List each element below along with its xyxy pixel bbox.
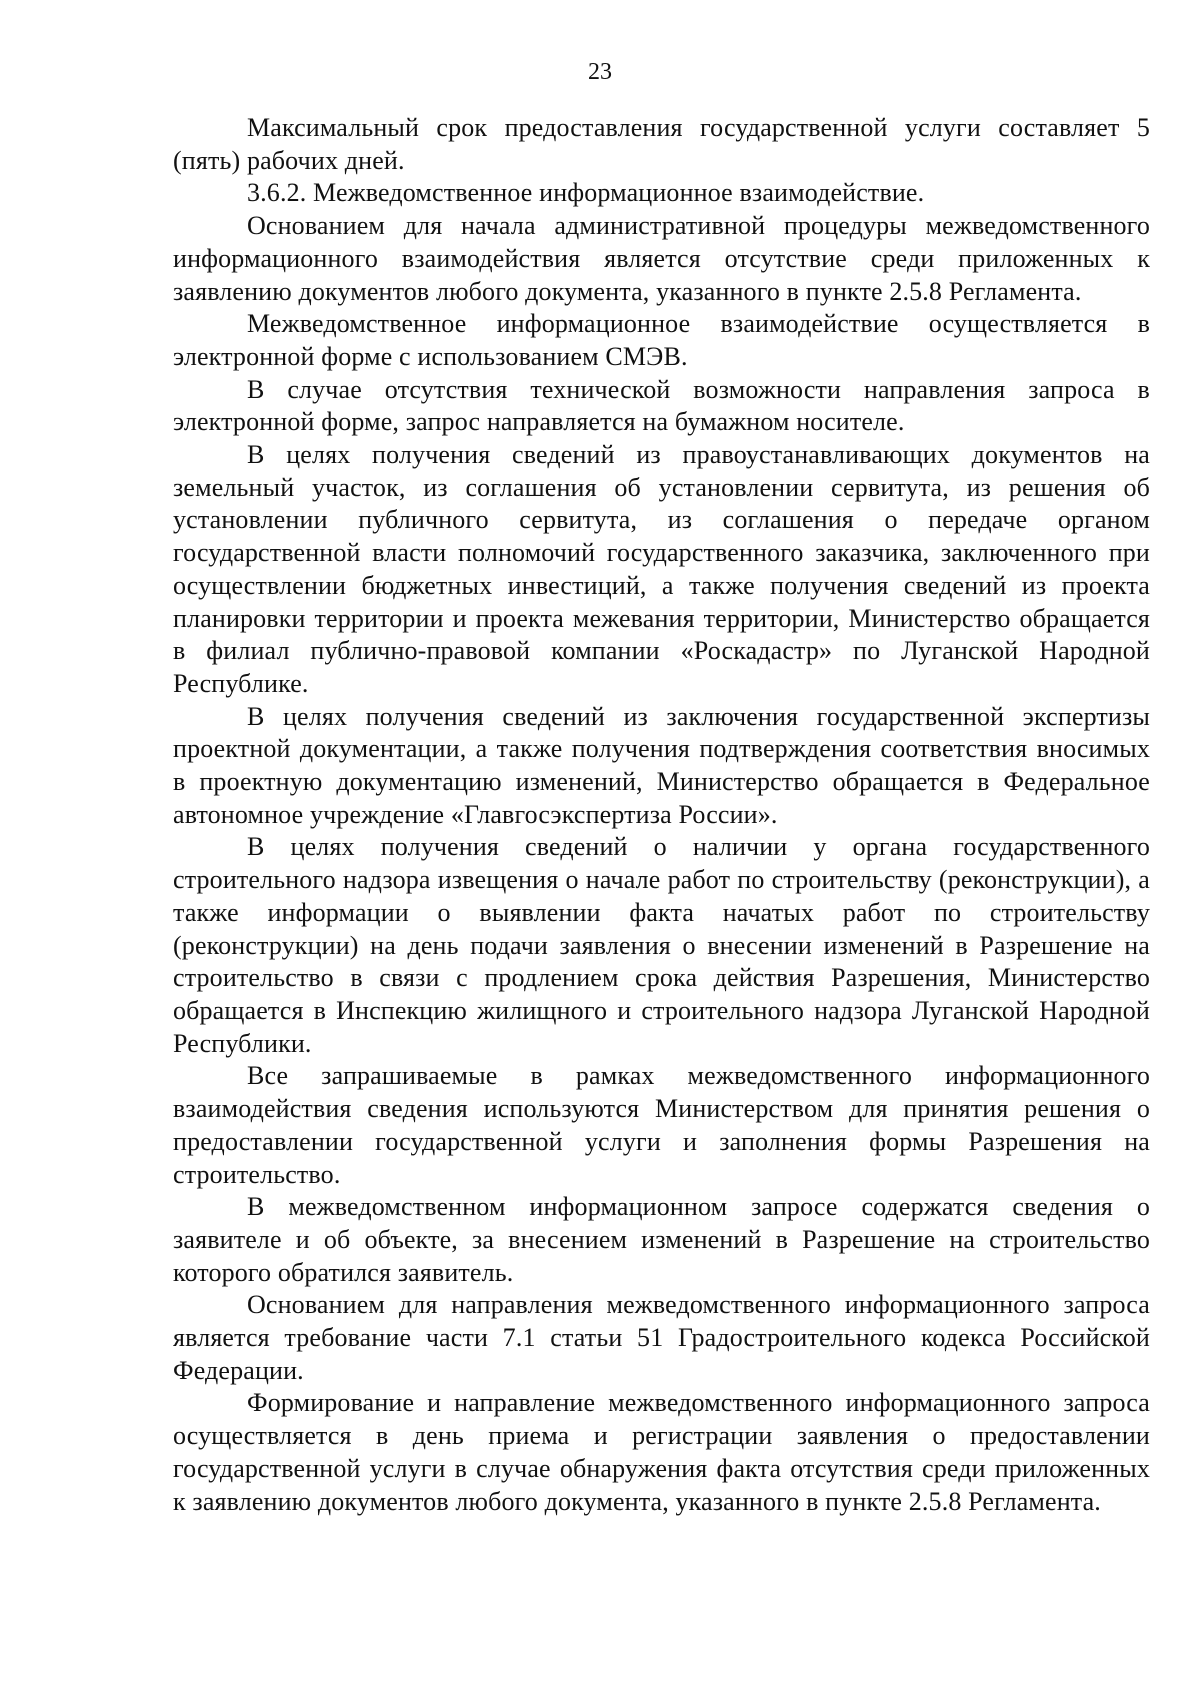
paragraph-paper-request: В случае отсутствия технической возможности направления запроса в электронной форме, запрос направляется на бумажном носителе. — [173, 374, 1150, 437]
paragraph-basis-procedure: Основанием для начала административной процедуры межведомственного информационного взаимодействия является отсутствие среди приложенных к заявлению документов любого документа, указанного в пункте 2.5.8 Регламента. — [173, 211, 1150, 306]
paragraph-requested-info-use: Все запрашиваемые в рамках межведомственного информационного взаимодействия сведения используются Министерством для принятия решения о предоставлении государственной услуги и заполнения формы Разрешения на строительство. — [173, 1061, 1150, 1189]
paragraph-request-contents: В межведомственном информационном запросе содержатся сведения о заявителе и об объекте, за внесением изменений в Разрешение на строительство которого обратился заявитель. — [173, 1192, 1150, 1287]
paragraph-inspection: В целях получения сведений о наличии у органа государственного строительного надзора извещения о начале работ по строительству (реконструкции), а также информации о выявлении факта начатых работ по строительству (реконструкции) на день подачи заявления о внесении изменений в Разрешение на строительство в связи с продлением срока действия Разрешения, Министерство обращается в Инспекцию жилищного и строительного надзора Луганской Народной Республики. — [173, 832, 1150, 1058]
paragraph-request-basis: Основанием для направления межведомственного информационного запроса является требование части 7.1 статьи 51 Градостроительного кодекса Российской Федерации. — [173, 1290, 1150, 1385]
section-heading-3-6-2: 3.6.2. Межведомственное информационное взаимодействие. — [247, 178, 925, 208]
paragraph-smev: Межведомственное информационное взаимодействие осуществляется в электронной форме с использованием СМЭВ. — [173, 309, 1150, 371]
body-text — [173, 112, 1150, 1518]
page-number: 23 — [588, 59, 612, 85]
paragraph-max-term: Максимальный срок предоставления государственной услуги составляет 5 (пять) рабочих дней. — [173, 113, 1150, 175]
paragraph-request-formation: Формирование и направление межведомственного информационного запроса осуществляется в день приема и регистрации заявления о предоставлении государственной услуги в случае обнаружения факта отсутствия среди приложенных к заявлению документов любого документа, указанного в пункте 2.5.8 Регламента. — [173, 1388, 1150, 1516]
paragraph-glavgosexpertiza: В целях получения сведений из заключения государственной экспертизы проектной документации, а также получения подтверждения соответствия вносимых в проектную документацию изменений, Министерство обращается в Федеральное автономное учреждение «Главгосэкспертиза России». — [173, 701, 1150, 829]
paragraph-roskadastr: В целях получения сведений из правоустанавливающих документов на земельный участок, из соглашения об установлении сервитута, из решения об установлении публичного сервитута, из соглашения о передаче органом государственной власти полномочий государственного заказчика, заключенного при осуществлении бюджетных инвестиций, а также получения сведений из проекта планировки территории и проекта межевания территории, Министерство обращается в филиал публично-правовой компании «Роскадастр» по Луганской Народной Республике. — [173, 440, 1150, 698]
